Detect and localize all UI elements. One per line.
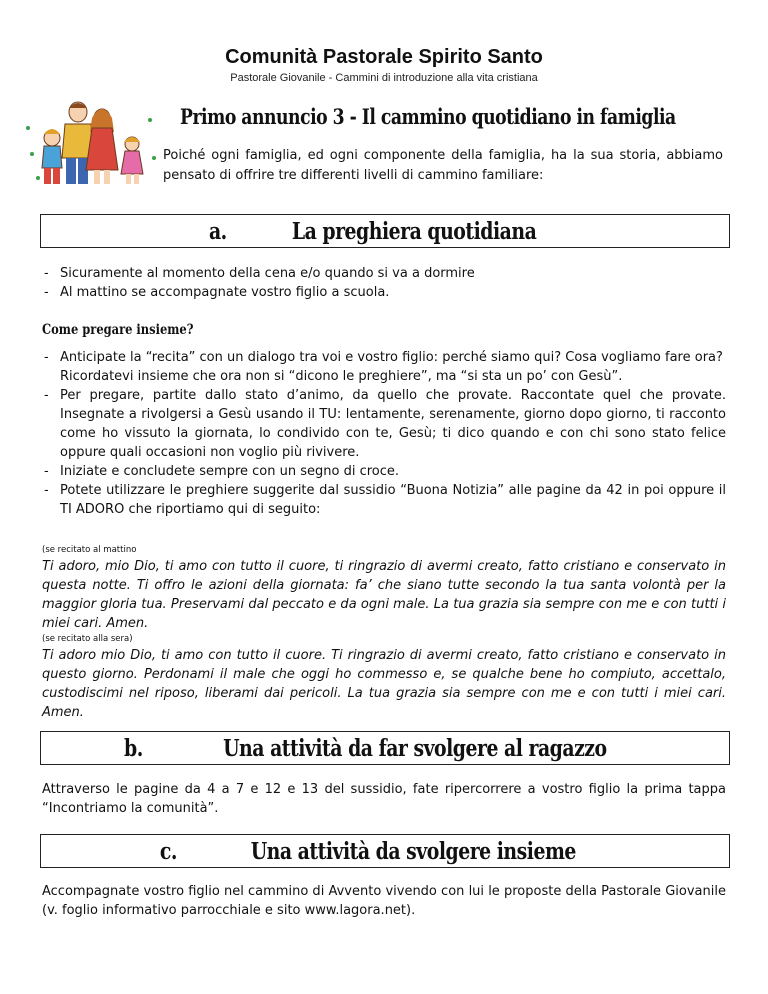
section-a-title: La preghiera quotidiana	[291, 217, 537, 245]
list-item-text: Potete utilizzare le preghiere suggerite dal sussidio “Buona Notizia” alle pagine da 42 in poi oppure il TI ADORO che riportiamo qui di seguito:	[60, 483, 726, 517]
list-item-text: Iniziate e concludete sempre con un segno di croce.	[60, 464, 400, 479]
evening-note: (se recitato alla sera)	[42, 634, 133, 644]
organization-subtitle: Pastorale Giovanile - Cammini di introduzione alla vita cristiana	[230, 72, 538, 84]
list-item-text: Anticipate la “recita” con un dialogo tra voi e vostro figlio: perché siamo qui? Cosa vogliamo fare ora?	[60, 350, 723, 365]
section-a-box	[40, 214, 730, 248]
section-c-box	[40, 834, 730, 868]
section-b-heading	[41, 732, 729, 764]
family-illustration	[20, 98, 160, 190]
child-left-figure	[42, 129, 62, 184]
organization-title: Comunità Pastorale Spirito Santo	[225, 46, 543, 68]
how-to-pray-list	[42, 348, 726, 519]
morning-note: (se recitato al mattino	[42, 545, 137, 555]
list-item-extra: Ricordatevi insieme che ora non si “dicono le preghiere”, ma “si sta un po’ con Gesù”.	[60, 369, 623, 384]
list-item	[42, 462, 726, 481]
list-item: - Al mattino se accompagnate vostro figlio a scuola.	[42, 283, 726, 302]
father-figure	[62, 102, 94, 184]
morning-prayer: Ti adoro, mio Dio, ti amo con tutto il cuore, ti ringrazio di avermi creato, fatto cristiano e conservato in questa notte. Ti offro le azioni della giornata: fa’ che siano tutte secondo la tua santa volontà per la maggior gloria tua. Preservami dal peccato e da ogni male. La tua grazia sia sempre con me e con tutti i miei cari. Amen.	[42, 559, 726, 631]
list-item	[42, 348, 726, 386]
section-a-letter: a.	[209, 217, 227, 245]
child-right-figure	[121, 137, 143, 184]
section-b-text: Attraverso le pagine da 4 a 7 e 12 e 13 del sussidio, fate ripercorrere a vostro figlio la prima tappa “Incontriamo la comunità”.	[42, 782, 726, 816]
section-c-title: Una attività da svolgere insieme	[250, 837, 577, 865]
list-item	[42, 481, 726, 519]
document-title: Primo annuncio 3 - Il cammino quotidiano in famiglia	[180, 104, 676, 129]
evening-prayer: Ti adoro mio Dio, ti amo con tutto il cuore. Ti ringrazio di avermi creato, fatto cristiano e conservato in questo giorno. Perdonami il male che oggi ho commesso e, se qualche bene ho compiuto, accettalo, custodiscimi nel riposo, liberami dai pericoli. La tua grazia sia sempre con me e con tutti i miei cari. Amen.	[42, 648, 726, 720]
section-a-heading	[41, 215, 729, 247]
section-c-letter: c.	[160, 837, 178, 865]
section-c-heading	[41, 835, 729, 867]
section-b-box	[40, 731, 730, 765]
section-b-title: Una attività da far svolgere al ragazzo	[222, 734, 607, 762]
list-item: - Sicuramente al momento della cena e/o quando si va a dormire	[42, 264, 726, 283]
section-b-letter: b.	[123, 734, 143, 762]
list-item-text: Per pregare, partite dallo stato d’animo, da quello che provate. Raccontate quel che provate. Insegnate a rivolgersi a Gesù usando il TU: lentamente, serenamente, giorno dopo giorno, ti racconto come ho vissuto la giornata, lo condivido con te, Gesù; ti dico quando e con chi sono stato felice oppure quali occasioni non voglio più rivivere.	[60, 388, 726, 460]
list-item	[42, 386, 726, 462]
mother-figure	[86, 109, 118, 184]
section-a-bullet-list	[42, 264, 726, 302]
how-to-pray-subheading: Come pregare insieme?	[42, 322, 194, 338]
section-c-text: Accompagnate vostro figlio nel cammino di Avvento vivendo con lui le proposte della Pastorale Giovanile (v. foglio informativo parrocchiale e sito www.lagora.net).	[42, 884, 726, 918]
intro-paragraph: Poiché ogni famiglia, ed ogni componente della famiglia, ha la sua storia, abbiamo pensato di offrire tre differenti livelli di cammino familiare:	[163, 148, 723, 183]
